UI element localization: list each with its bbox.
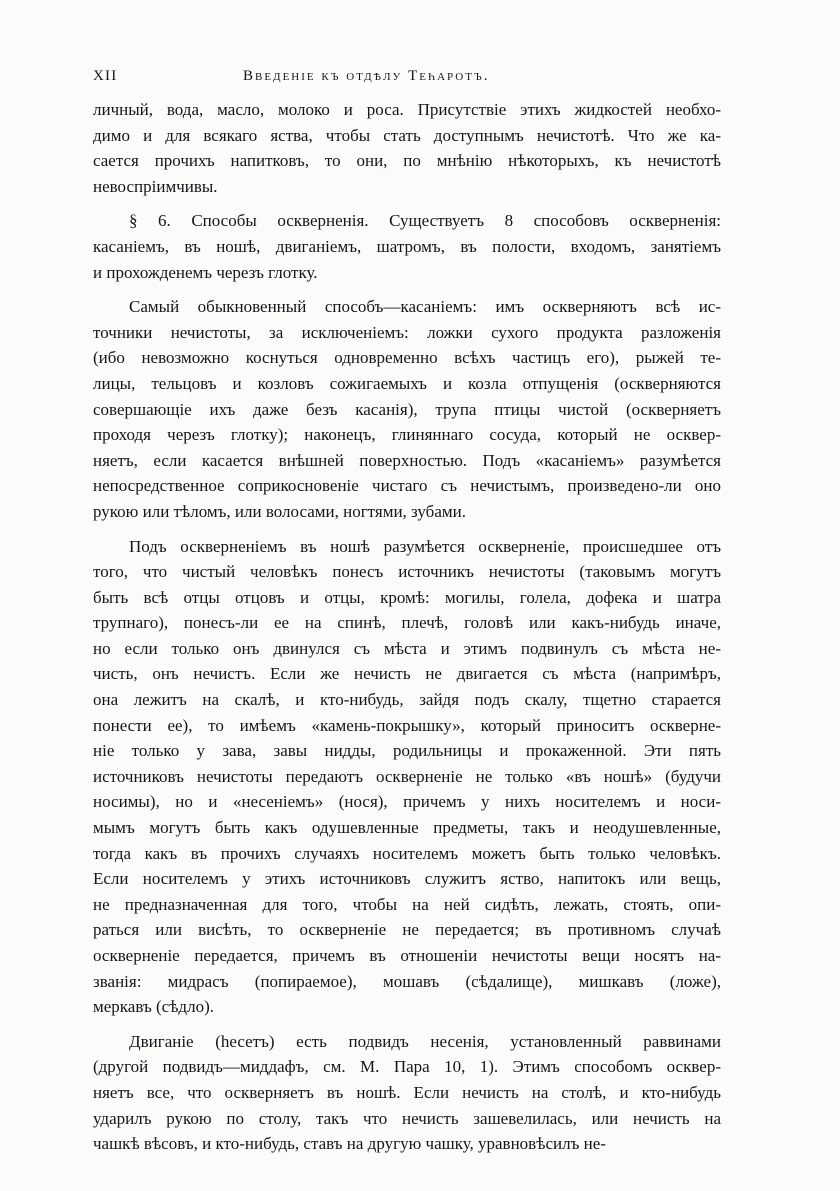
running-title: Введеніе къ отдѣлу Теһаротъ. (243, 68, 490, 84)
text-line: личный, вода, масло, молоко и роса. Присутствіе этихъ жидкостей необхо- (93, 100, 721, 119)
text-line: трупнаго), понесъ-ли ее на спинѣ, плечѣ, головѣ или какъ-нибудь иначе, (93, 613, 721, 633)
paragraph-gap (93, 285, 721, 294)
text-line: раться или висѣть, то оскверненіе не передается; въ противномъ случаѣ (93, 920, 721, 940)
paragraph-p3 (93, 294, 721, 524)
text-line: источниковъ нечистоты передаютъ оскверненіе не только «въ ношѣ» (будучи (93, 766, 721, 786)
text-line: лицы, тельцовъ и козловъ сожигаемыхъ и козла отпущенія (оскверняются (93, 373, 721, 393)
paragraph-gap (93, 525, 721, 534)
text-line: сается прочихъ напитковъ, то они, по мнѣнію нѣкоторыхъ, къ нечистотѣ (93, 151, 721, 171)
text-line: няетъ, если касается внѣшней поверхностью. Подъ «касаніемъ» разумѣется (93, 450, 721, 470)
text-line: ніе только у зава, завы нидды, родильницы и прокаженной. Эти пять (93, 741, 721, 761)
text-line: тогда какъ въ прочихъ случаяхъ носителемъ можетъ быть только человѣкъ. (93, 843, 721, 863)
text-line: званія: мидрасъ (попираемое), мошавъ (сѣдалище), мишкавъ (ложе), (93, 971, 721, 991)
text-line: не предназначенная для того, чтобы на ней сидѣть, лежать, стоять, опи- (93, 894, 721, 914)
text-line: носимы), но и «несеніемъ» (нося), причемъ у нихъ носителемъ и носи- (93, 792, 721, 812)
text-line: проходя черезъ глотку); наконецъ, глиняннаго сосуда, который не осквер- (93, 425, 721, 445)
text-line: точники нечистоты, за исключеніемъ: ложки сухого продукта разложенія (93, 322, 721, 342)
paragraph-gap (93, 1020, 721, 1029)
paragraph-p5 (93, 1029, 721, 1157)
text-line: понести ее), то имѣемъ «камень-покрышку», который приноситъ осквернe- (93, 715, 721, 735)
text-line: Подъ оскверненіемъ въ ношѣ разумѣется оскверненіе, происшедшее отъ (129, 536, 721, 556)
text-line: Самый обыкновенный способъ—касаніемъ: имъ оскверняютъ всѣ ис- (129, 297, 721, 317)
text-line: (ибо невозможно коснуться одновременно всѣхъ частицъ его), рыжей те- (93, 348, 721, 368)
text-line: того, что чистый человѣкъ понесъ источникъ нечистоты (таковымъ могутъ (93, 562, 721, 582)
text-line: непосредственное соприкосновеніе чистаго съ нечистымъ, произведено-ли оно (93, 476, 721, 496)
text-line: няетъ все, что оскверняетъ въ ношѣ. Если нечисть на столѣ, и кто-нибудь (93, 1082, 721, 1102)
text-line: чашкѣ вѣсовъ, и кто-нибудь, ставъ на другую чашку, уравновѣсилъ не- (93, 1134, 606, 1154)
paragraph-p2 (93, 208, 721, 285)
text-line: невоспріимчивы. (93, 176, 218, 196)
text-line: Если носителемъ у этихъ источниковъ служитъ яство, напитокъ или вещь, (93, 869, 721, 889)
text-line: рукою или тѣломъ, или волосами, ногтями, зубами. (93, 501, 466, 521)
text-line: димо и для всякаго яства, чтобы стать доступнымъ нечистотѣ. Что же ка- (93, 125, 721, 145)
page-number: XII (93, 68, 118, 84)
paragraph-p4 (93, 534, 721, 1020)
text-line: ударилъ рукою по столу, такъ что нечисть зашевелилась, или нечисть на (93, 1108, 721, 1128)
text-line: оскверненіе передается, причемъ въ отношеніи нечистоты вещи носятъ на- (93, 946, 721, 965)
text-line: (другой подвидъ—миддафъ, см. М. Пара 10, 1). Этимъ способомъ осквер- (93, 1057, 721, 1077)
paragraph-p1 (93, 97, 721, 199)
body-text (93, 97, 721, 1157)
text-line: Двиганіе (һесетъ) есть подвидъ несенія, установленный раввинами (129, 1031, 721, 1051)
text-line: меркавъ (сѣдло). (93, 997, 214, 1017)
text-line: касаніемъ, въ ношѣ, двиганіемъ, шатромъ, въ полости, входомъ, занятіемъ (93, 236, 721, 256)
text-line: и прохожденемъ черезъ глотку. (93, 262, 318, 282)
paragraph-gap (93, 199, 721, 208)
text-line: но если только онъ двинулся съ мѣста и этимъ подвинулъ съ мѣста не- (93, 638, 721, 658)
text-line: совершающіе ихъ даже безъ касанія), трупа птицы чистой (оскверняетъ (93, 399, 721, 419)
text-line: § 6. Способы оскверненія. Существуетъ 8 способовъ оскверненія: (129, 211, 721, 231)
text-line: она лежитъ на скалѣ, и кто-нибудь, зайдя подъ скалу, тщетно старается (93, 690, 721, 710)
text-line: быть всѣ отцы отцовъ и отцы, кромѣ: могилы, голела, дофека и шатра (93, 587, 721, 607)
text-line: мымъ могутъ быть какъ одушевленные предметы, такъ и неодушевленные, (93, 818, 721, 838)
text-line: чисть, онъ нечистъ. Если же нечисть не двигается съ мѣста (напримѣръ, (93, 664, 721, 684)
running-header (93, 62, 713, 90)
